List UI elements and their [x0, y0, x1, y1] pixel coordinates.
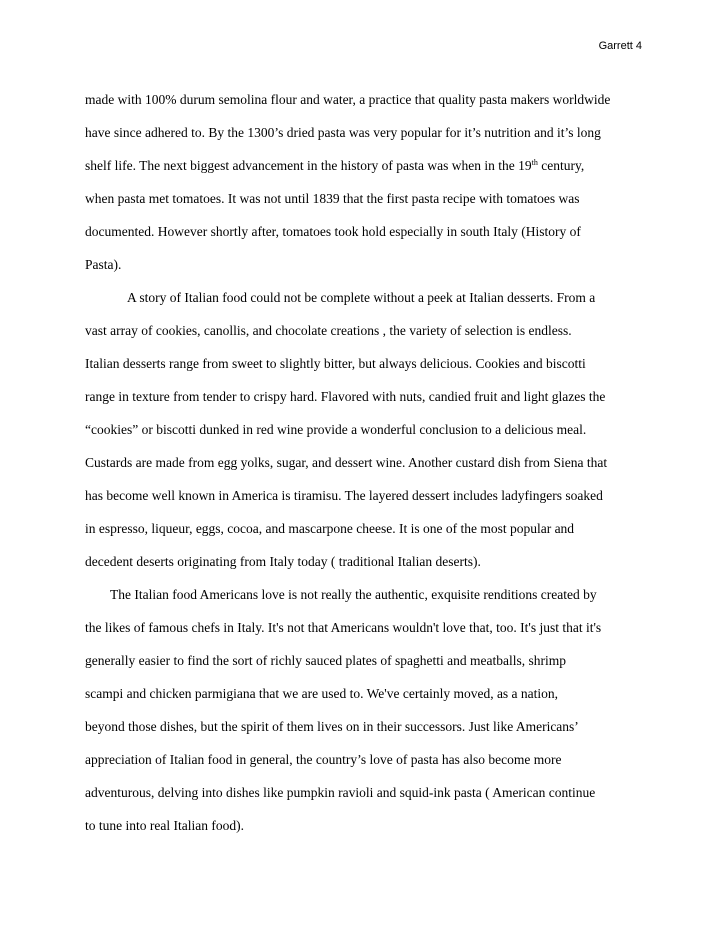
text-line: “cookies” or biscotti dunked in red wine provide a wonderful conclusion to a delicious meal.	[85, 422, 587, 437]
text-line: documented. However shortly after, tomatoes took hold especially in south Italy (History of	[85, 224, 581, 239]
body-text	[85, 90, 665, 849]
text-line: beyond those dishes, but the spirit of them lives on in their successors. Just like Americans’	[85, 719, 579, 734]
text-line	[85, 156, 665, 189]
text-line: generally easier to find the sort of richly sauced plates of spaghetti and meatballs, shrimp	[85, 653, 566, 668]
running-head: Garrett 4	[598, 40, 642, 52]
text-line: adventurous, delving into dishes like pumpkin ravioli and squid-ink pasta ( American continue	[85, 785, 596, 800]
text-line: vast array of cookies, canollis, and chocolate creations , the variety of selection is endless.	[85, 323, 572, 338]
text-line: made with 100% durum semolina flour and water, a practice that quality pasta makers worldwide	[85, 92, 611, 107]
paragraph-pasta-history	[85, 90, 665, 288]
text-line: has become well known in America is tiramisu. The layered dessert includes ladyfingers soaked	[85, 488, 603, 503]
text-line: Italian desserts range from sweet to slightly bitter, but always delicious. Cookies and biscotti	[85, 356, 586, 371]
text-line: scampi and chicken parmigiana that we are used to. We've certainly moved, as a nation,	[85, 686, 559, 701]
text-line: A story of Italian food could not be complete without a peek at Italian desserts. From a	[127, 290, 596, 305]
text-line: appreciation of Italian food in general, the country’s love of pasta has also become more	[85, 752, 562, 767]
text-line: range in texture from tender to crispy hard. Flavored with nuts, candied fruit and light glazes the	[85, 389, 606, 404]
paragraph-italian-desserts	[85, 288, 665, 585]
text-line: The Italian food Americans love is not really the authentic, exquisite renditions created by	[110, 587, 597, 602]
text-fragment: shelf life. The next biggest advancement in the history of pasta was when in the 19	[85, 158, 532, 173]
text-line: Custards are made from egg yolks, sugar, and dessert wine. Another custard dish from Siena that	[85, 455, 608, 470]
text-line: have since adhered to. By the 1300’s dried pasta was very popular for it’s nutrition and it’s long	[85, 125, 601, 140]
text-fragment: century,	[537, 158, 585, 173]
text-line: in espresso, liqueur, eggs, cocoa, and mascarpone cheese. It is one of the most popular and	[85, 521, 575, 536]
text-line: decedent deserts originating from Italy today ( traditional Italian deserts).	[85, 554, 481, 569]
superscript-ordinal: th	[531, 158, 538, 167]
text-line: when pasta met tomatoes. It was not until 1839 that the first pasta recipe with tomatoes was	[85, 191, 580, 206]
text-line: to tune into real Italian food).	[85, 818, 244, 833]
paragraph-american-italian-food	[85, 585, 665, 849]
text-line: Pasta).	[85, 257, 122, 272]
text-line: the likes of famous chefs in Italy. It's not that Americans wouldn't love that, too. It's just that it's	[85, 620, 602, 635]
